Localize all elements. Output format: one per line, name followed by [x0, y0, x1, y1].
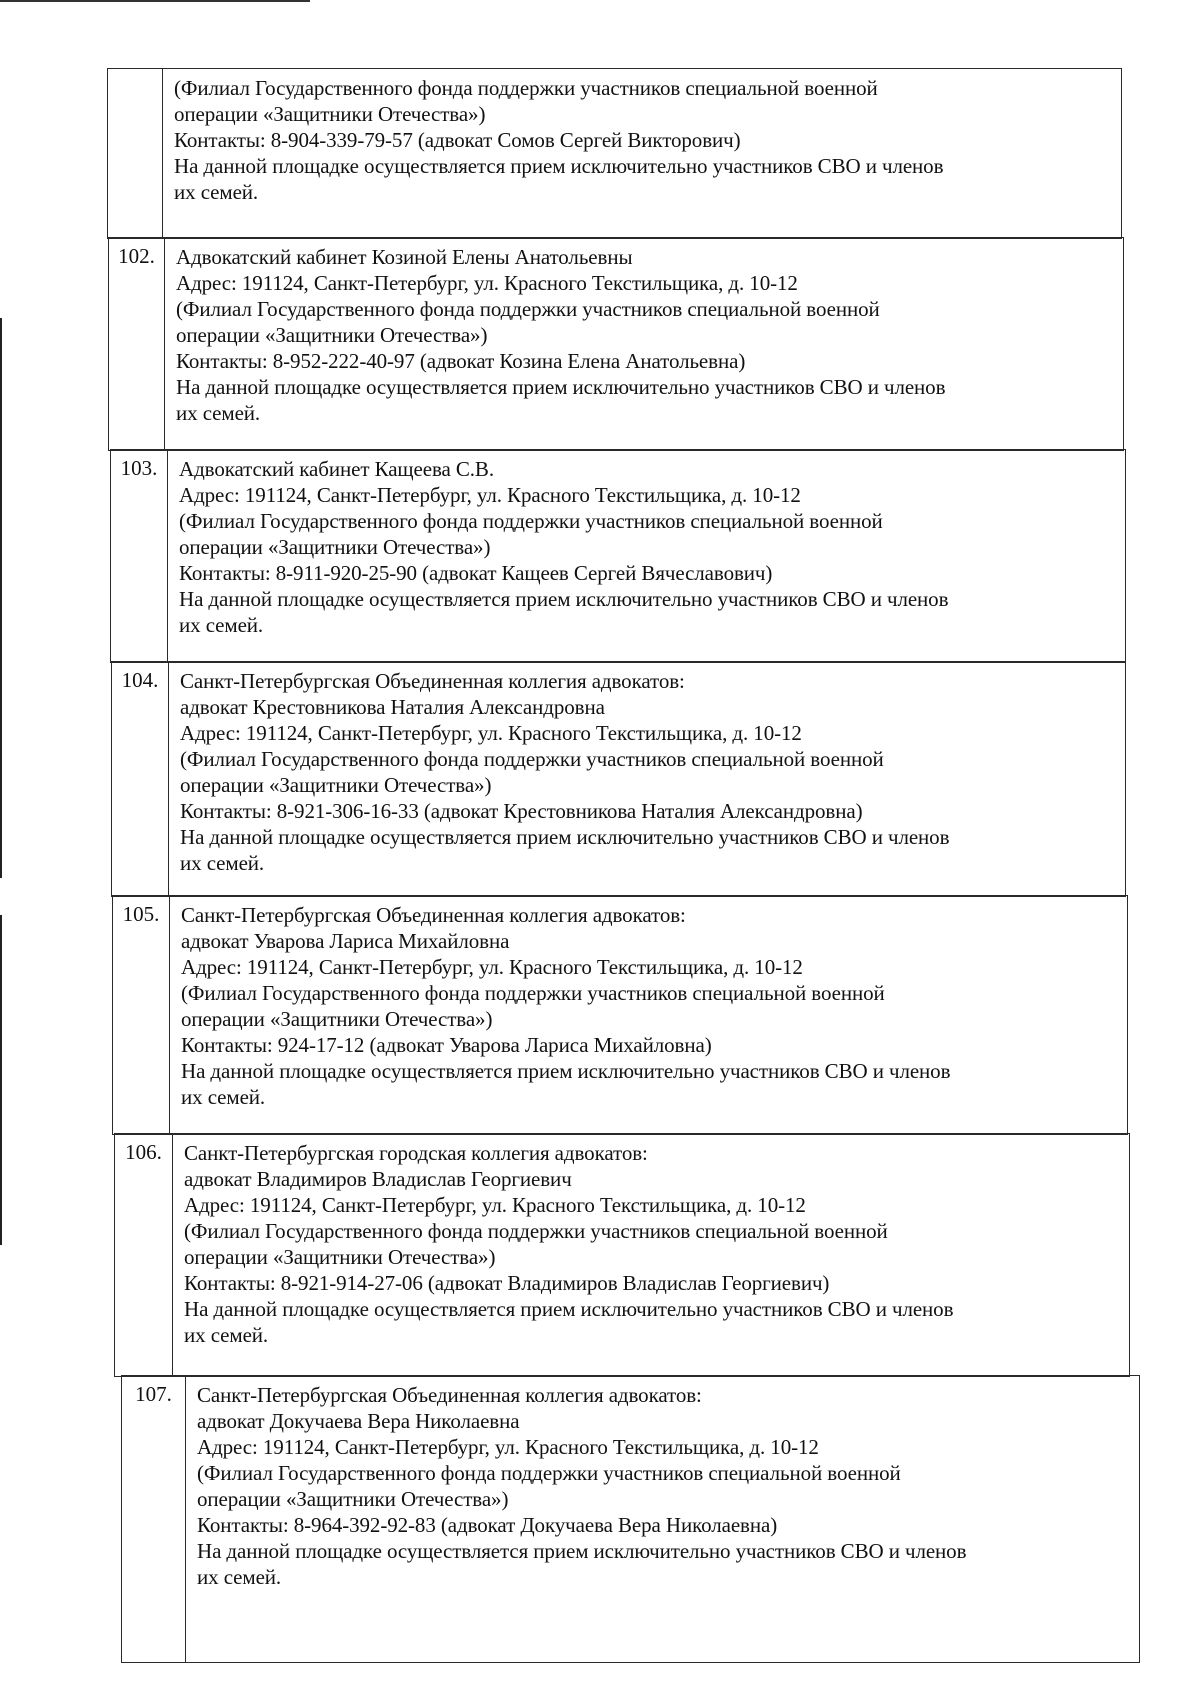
text-line: Контакты: 8-911-920-25-90 (адвокат Кащеев Сергей Вячеславович) [179, 561, 773, 585]
text-line: их семей. [197, 1565, 282, 1589]
text-line: На данной площадке осуществляется прием исключительно участников СВО и членов [181, 1059, 951, 1083]
text-line: На данной площадке осуществляется прием исключительно участников СВО и членов [180, 825, 950, 849]
text-line: адвокат Уварова Лариса Михайловна [181, 929, 510, 953]
text-line: адвокат Владимиров Владислав Георгиевич [184, 1167, 572, 1191]
scan-edge-mark [0, 318, 2, 878]
text-line: Контакты: 924-17-12 (адвокат Уварова Лариса Михайловна) [181, 1033, 712, 1057]
table-row [108, 237, 1124, 451]
text-line: операции «Защитники Отечества») [176, 323, 488, 347]
text-line: Контакты: 8-952-222-40-97 (адвокат Козина Елена Анатольевна) [176, 349, 746, 373]
text-line: Санкт-Петербургская Объединенная коллегия адвокатов: [197, 1383, 702, 1407]
text-line: адвокат Докучаева Вера Николаевна [197, 1409, 520, 1433]
row-content [163, 69, 1121, 238]
text-line: Адрес: 191124, Санкт-Петербург, ул. Красного Текстильщика, д. 10-12 [179, 483, 801, 507]
text-line: Контакты: 8-964-392-92-83 (адвокат Докучаева Вера Николаевна) [197, 1513, 778, 1537]
row-number: 105. [113, 896, 170, 1134]
text-line: Адрес: 191124, Санкт-Петербург, ул. Красного Текстильщика, д. 10-12 [197, 1435, 819, 1459]
row-content [169, 662, 1125, 896]
text-line: операции «Защитники Отечества») [179, 535, 491, 559]
text-line: их семей. [184, 1323, 269, 1347]
text-line: На данной площадке осуществляется прием исключительно участников СВО и членов [197, 1539, 967, 1563]
table-row [107, 68, 1122, 239]
row-content [173, 1134, 1129, 1376]
text-line: Контакты: 8-921-306-16-33 (адвокат Крестовникова Наталия Александровна) [180, 799, 863, 823]
text-line: На данной площадке осуществляется прием исключительно участников СВО и членов [174, 154, 944, 178]
table-row [111, 661, 1126, 897]
table-row [110, 449, 1126, 663]
text-line: Адвокатский кабинет Кащеева С.В. [179, 457, 494, 481]
text-line: (Филиал Государственного фонда поддержки участников специальной военной [179, 509, 883, 533]
text-line: На данной площадке осуществляется прием исключительно участников СВО и членов [179, 587, 949, 611]
text-line: (Филиал Государственного фонда поддержки участников специальной военной [184, 1219, 888, 1243]
text-line: На данной площадке осуществляется прием исключительно участников СВО и членов [176, 375, 946, 399]
text-line: операции «Защитники Отечества») [180, 773, 492, 797]
text-line: адвокат Крестовникова Наталия Александровна [180, 695, 605, 719]
text-line: Контакты: 8-921-914-27-06 (адвокат Владимиров Владислав Георгиевич) [184, 1271, 830, 1295]
text-line: Санкт-Петербургская Объединенная коллегия адвокатов: [181, 903, 686, 927]
table-row [121, 1375, 1140, 1663]
text-line: их семей. [176, 401, 261, 425]
text-line: Адрес: 191124, Санкт-Петербург, ул. Красного Текстильщика, д. 10-12 [176, 271, 798, 295]
text-line: Санкт-Петербургская городская коллегия адвокатов: [184, 1141, 648, 1165]
text-line: их семей. [174, 180, 259, 204]
text-line: их семей. [181, 1085, 266, 1109]
table-row [114, 1133, 1130, 1377]
text-line: (Филиал Государственного фонда поддержки участников специальной военной [176, 297, 880, 321]
text-line: Адвокатский кабинет Козиной Елены Анатольевны [176, 245, 633, 269]
text-line: (Филиал Государственного фонда поддержки участников специальной военной [180, 747, 884, 771]
text-line: операции «Защитники Отечества») [181, 1007, 493, 1031]
text-line: (Филиал Государственного фонда поддержки участников специальной военной [174, 76, 878, 100]
text-line: операции «Защитники Отечества») [174, 102, 486, 126]
text-line: Адрес: 191124, Санкт-Петербург, ул. Красного Текстильщика, д. 10-12 [181, 955, 803, 979]
text-line: (Филиал Государственного фонда поддержки участников специальной военной [181, 981, 885, 1005]
row-number: 104. [112, 662, 169, 896]
row-content [186, 1376, 1139, 1662]
table-row [112, 895, 1128, 1135]
scan-top-line [0, 0, 310, 2]
row-content [170, 896, 1127, 1134]
text-line: операции «Защитники Отечества») [184, 1245, 496, 1269]
text-line: На данной площадке осуществляется прием исключительно участников СВО и членов [184, 1297, 954, 1321]
row-number: 106. [115, 1134, 173, 1376]
text-line: операции «Защитники Отечества») [197, 1487, 509, 1511]
text-line: Контакты: 8-904-339-79-57 (адвокат Сомов Сергей Викторович) [174, 128, 741, 152]
row-number [108, 69, 163, 238]
row-content [168, 450, 1125, 662]
text-line: (Филиал Государственного фонда поддержки участников специальной военной [197, 1461, 901, 1485]
text-line: их семей. [180, 851, 265, 875]
row-content [165, 238, 1123, 450]
text-line: их семей. [179, 613, 264, 637]
text-line: Адрес: 191124, Санкт-Петербург, ул. Красного Текстильщика, д. 10-12 [180, 721, 802, 745]
row-number: 103. [111, 450, 168, 662]
row-number: 107. [122, 1376, 186, 1662]
row-number: 102. [109, 238, 165, 450]
text-line: Адрес: 191124, Санкт-Петербург, ул. Красного Текстильщика, д. 10-12 [184, 1193, 806, 1217]
text-line: Санкт-Петербургская Объединенная коллегия адвокатов: [180, 669, 685, 693]
scan-edge-mark [0, 915, 2, 1245]
